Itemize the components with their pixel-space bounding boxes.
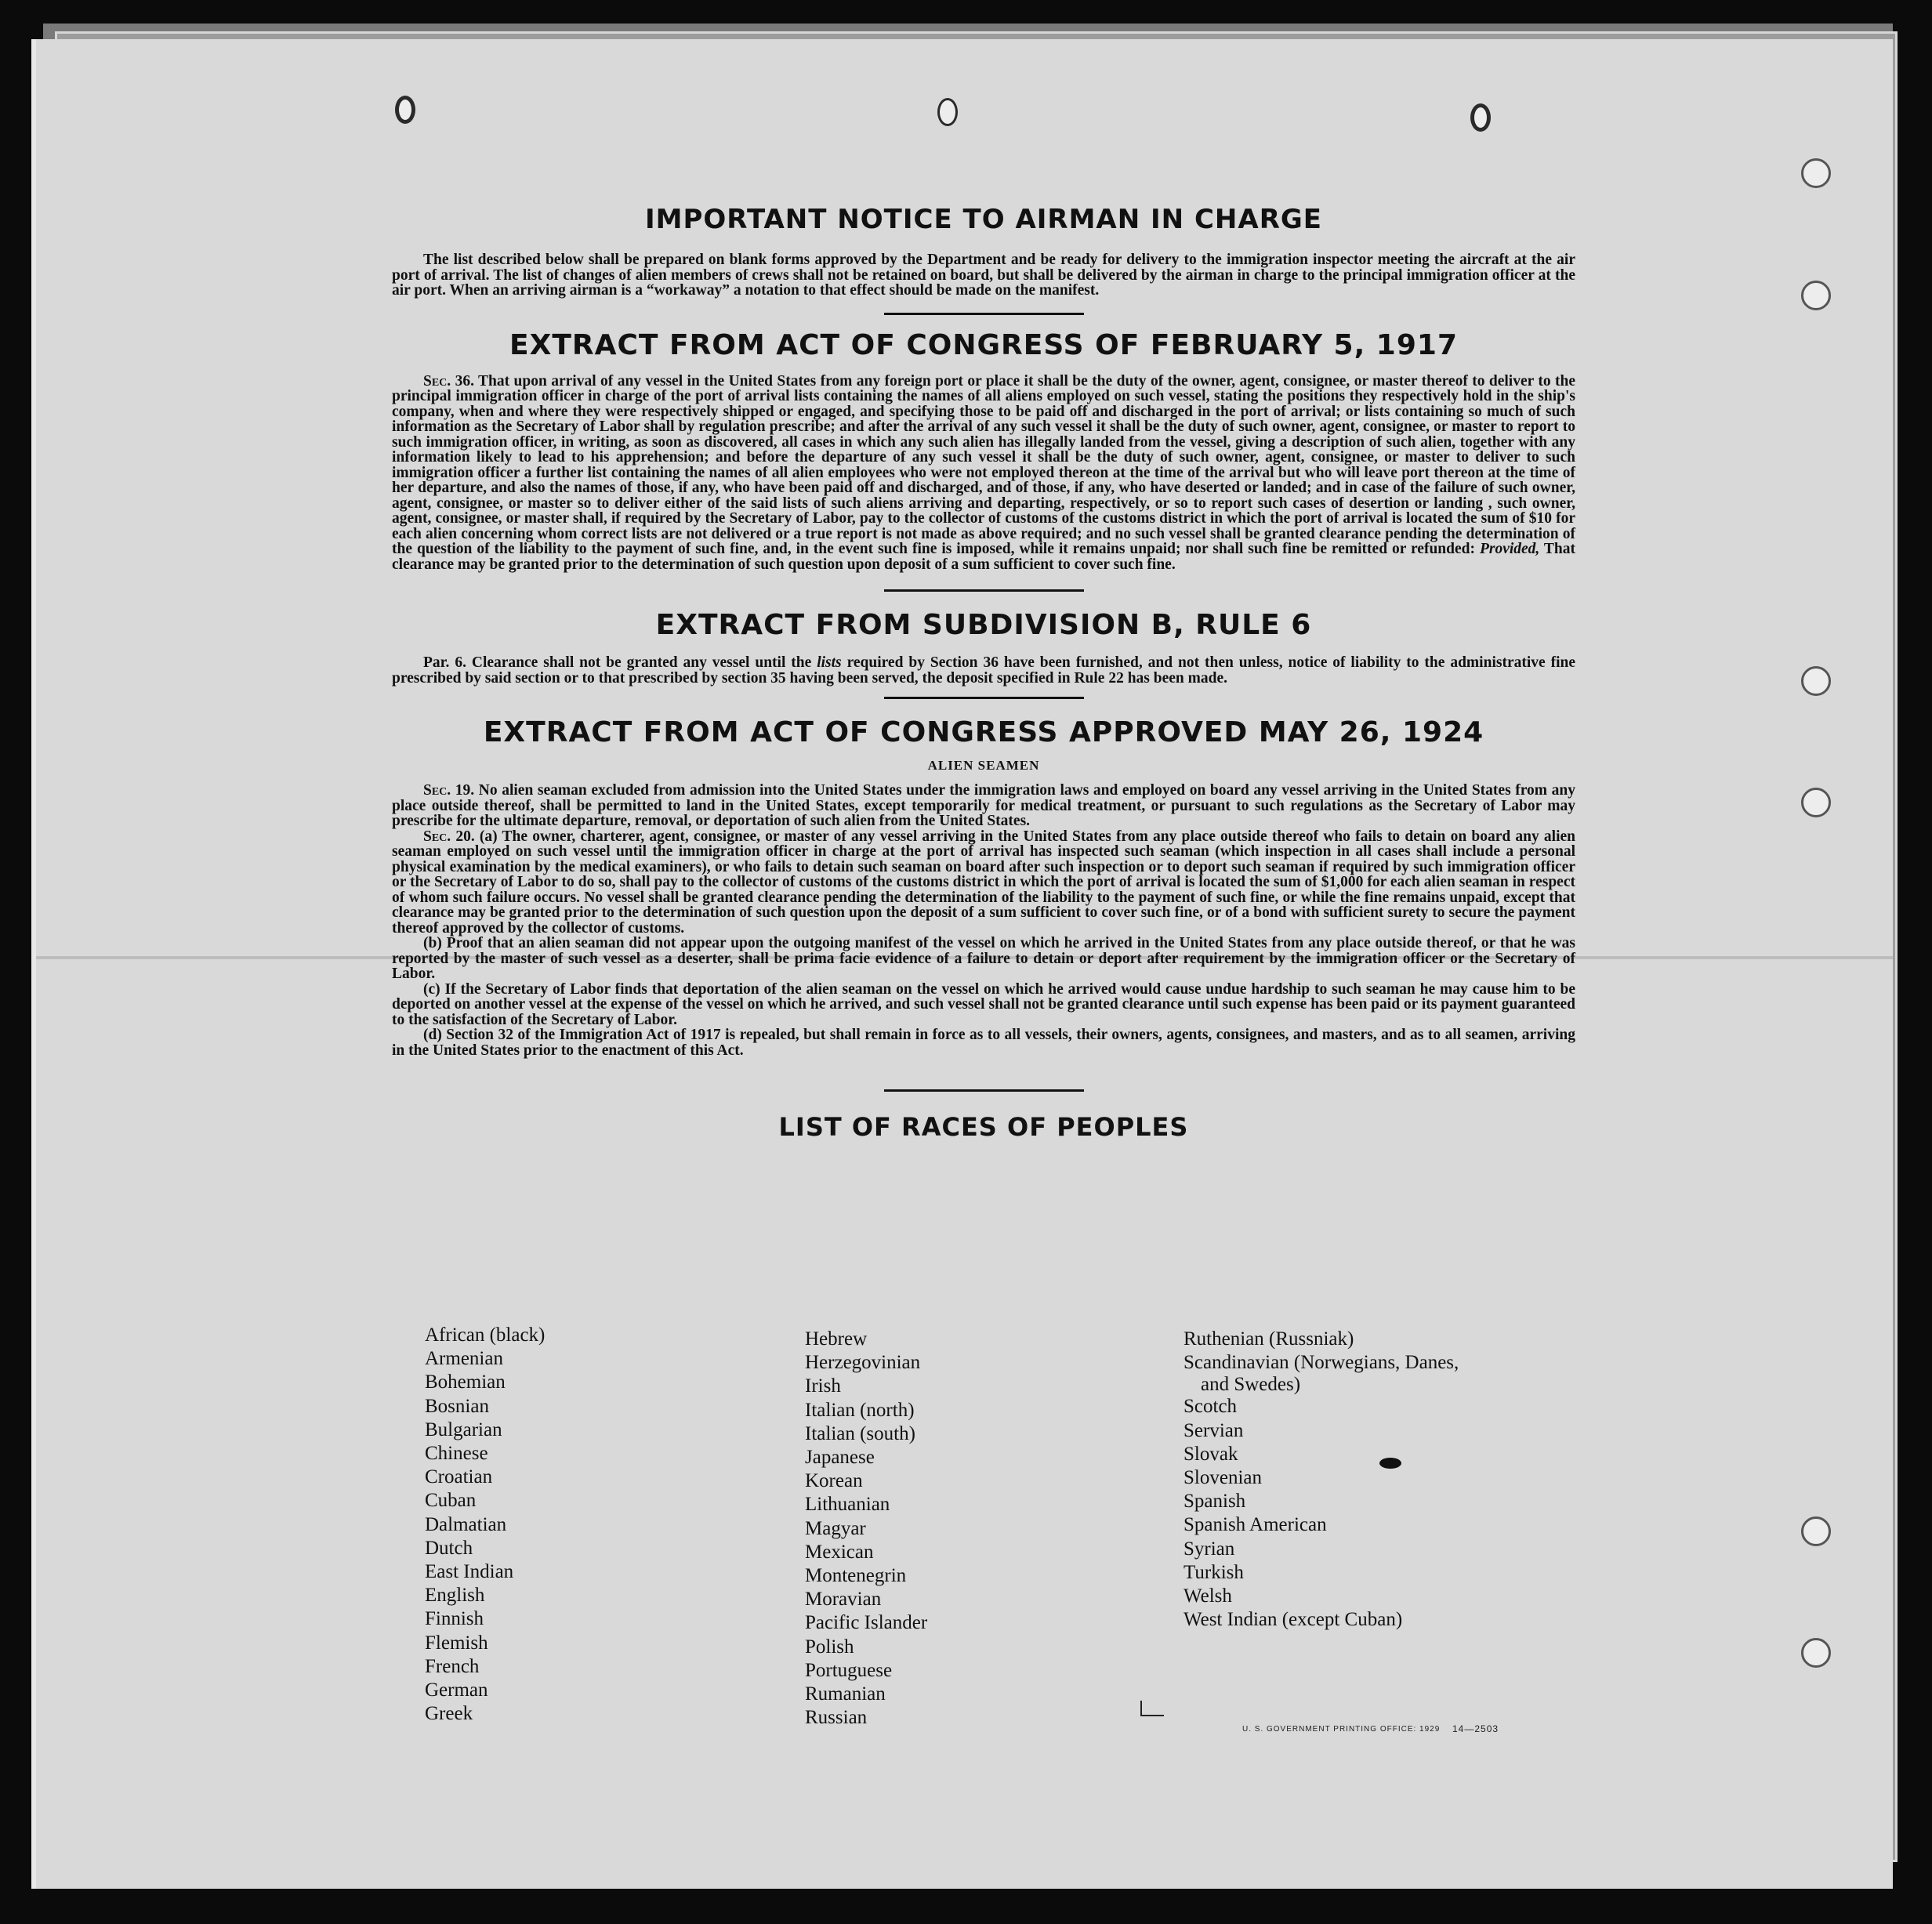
section-label: Sec. 36. [423,372,474,390]
list-item: Irish [805,1375,841,1397]
races-title: LIST OF RACES OF PEOPLES [778,1112,1189,1142]
list-item: Scotch [1183,1396,1238,1418]
list-item: Greek [425,1703,473,1725]
list-item: Slovenian [1183,1467,1262,1489]
section-text: No alien seaman excluded from admission into the United States under the immigration laws and employed on board any vessel arriving in the United States from any place outside thereof, shall be permitted to land in the United States, except temporarily for medical treatment, or pursuant to such regulations as the Secretary of Labor may prescribe for the ultimate departure, removal, or deportation of such alien from the United States. [392,782,1576,829]
list-item: Montenegrin [805,1565,907,1587]
punch-hole [1470,103,1491,132]
list-item: Russian [805,1707,868,1729]
races-column-3 [1183,1328,1459,1632]
form-number: 14—2503 [1452,1723,1499,1734]
act-1924-title: EXTRACT FROM ACT OF CONGRESS APPROVED MAY 26, 1924 [483,716,1484,748]
document-body [392,196,1575,1142]
punch-hole [1801,281,1831,310]
punch-hole [937,98,958,126]
list-item: Cuban [425,1490,477,1512]
list-item: Welsh [1183,1585,1232,1607]
rule-6-text-a: Par. 6. Clearance shall not be granted any vessel until the [423,654,812,671]
list-item: Spanish American [1183,1514,1327,1536]
rule-6-text [392,655,1575,686]
divider [884,697,1084,699]
list-item: French [425,1655,480,1677]
list-item: Rumanian [805,1683,886,1705]
list-item: Dalmatian [425,1513,507,1535]
list-item: Bohemian [425,1371,506,1393]
list-item: Italian (north) [805,1399,915,1421]
section-text-end: That clearance may be granted prior to the determination of such question upon deposit of a sum sufficient to cover such fine. [392,541,1576,573]
divider [884,589,1084,592]
lists-word: lists [817,654,842,671]
list-item: Japanese [805,1447,875,1469]
list-item: Moravian [805,1589,882,1611]
list-item: African (black) [425,1324,546,1346]
act-1924-section-20b: (b) Proof that an alien seaman did not appear upon the outgoing manifest of the vessel on which he arrived in the United States from any place outside thereof, or that he was reported by the master of such vessel as a deserter, shall be prima facie evidence of a failure to detain or deport after requirement by the immigration officer or the Secretary of Labor. [392,935,1575,982]
list-item: and Swedes) [1201,1374,1301,1396]
list-item: Spanish [1183,1491,1246,1513]
list-item: Slovak [1183,1443,1238,1465]
list-item: Bosnian [425,1395,489,1417]
list-item: Polish [805,1636,854,1658]
list-item: Lithuanian [805,1494,890,1516]
list-item: Croatian [425,1466,493,1488]
printer-imprint: U. S. GOVERNMENT PRINTING OFFICE: 1929 [1242,1725,1441,1734]
races-column-2 [805,1328,927,1730]
list-item: Korean [805,1470,863,1492]
alien-seamen-subtitle: ALIEN SEAMEN [927,758,1040,773]
notice-text: The list described below shall be prepared on blank forms approved by the Department and be ready for delivery to the immigration inspector meeting the aircraft at the air port of arrival. The list of changes of alien members of crews shall not be retained on board, but shall be delivered by the airman in charge to the principal immigration officer at the air port. When an arriving airman is a “workaway” a notation to that effect should be made on the manifest. [392,252,1575,299]
list-item: West Indian (except Cuban) [1183,1609,1403,1631]
act-1924-section-19 [392,783,1575,829]
punch-hole [1801,1638,1831,1668]
divider [884,313,1084,315]
act-1924-section-20c: (c) If the Secretary of Labor finds that deportation of the alien seaman on the vessel on which he arrived would cause undue hardship to such seaman he may cause him to be deported on another vessel at the expense of the vessel on which he arrived, and such vessel shall not be granted clearance until such expense has been paid or its payment guaranteed to the satisfaction of the Secretary of Labor. [392,980,1575,1028]
punch-hole [1801,1516,1831,1546]
punch-hole [1801,788,1831,817]
list-item: Ruthenian (Russniak) [1183,1328,1354,1350]
notice-title: IMPORTANT NOTICE TO AIRMAN IN CHARGE [644,204,1323,235]
list-item: Armenian [425,1348,503,1370]
list-item: Bulgarian [425,1419,502,1440]
act-1917-title: EXTRACT FROM ACT OF CONGRESS OF FEBRUARY 5, 1917 [509,328,1459,361]
punch-hole [1801,158,1831,188]
list-item: Pacific Islander [805,1612,928,1634]
punch-hole [1801,666,1831,696]
list-item: Chinese [425,1443,488,1465]
list-item: Syrian [1183,1538,1235,1560]
list-item: English [425,1585,485,1607]
section-text: That upon arrival of any vessel in the United States from any foreign port or place it shall be the duty of the owner, agent, consignee, or master thereof to deliver to the principal immigration officer in charge of the port of arrival lists containing the names of all aliens employed on such vessel, stating the positions they respectively hold in the ship's company, when and where they were respectively shipped or engaged, and specifying those to be paid off and discharged in the port of arrival; or lists containing so much of such information as the Secretary of Labor shall by regulation prescribe; and after the arrival of any such vessel it shall be the duty of such owner, agent, consignee, or master to report to such immigration officer, in writing, as soon as discovered, all cases in which any such alien has illegally landed from the vessel, giving a description of such alien, together with any information likely to lead to his apprehension; and before the departure of any such vessel it shall be the duty of such owner, agent, consignee, or master to deliver to such immigration officer a further list containing the names of all alien employees who were not employed thereon at the time of the arrival but who will leave port thereon at the time of her departure, and also the names of those, if any, who have been paid off and discharged, and of those, if any, who have deserted or landed; and in case of the failure of such owner, agent, consignee, or master so to deliver either of the said lists of such aliens arriving and departing, respectively, or so to report such cases of desertion or landing , such owner, agent, consignee, or master shall, if required by the Secretary of Labor, pay to the collector of customs of the customs district in which the port of arrival is located the sum of $10 for each alien concerning whom correct lists are not delivered or a true report is not made as above required; and no such vessel shall be granted clearance pending the determination of the question of the liability to the payment of such fine, and, in the event such fine is imposed, while it remains unpaid; nor shall such fine be remitted or refunded: [392,372,1575,557]
list-item: East Indian [425,1561,514,1583]
section-label: Sec. 19. [423,782,475,799]
divider [884,1089,1084,1092]
list-item: Servian [1183,1419,1244,1441]
provided-word: Provided, [1479,541,1540,557]
ink-blot [1379,1458,1401,1469]
list-item: Turkish [1183,1561,1244,1583]
list-item: German [425,1679,488,1701]
section-text: (a) The owner, charterer, agent, consignee, or master of any vessel arriving in the United States from any place outside thereof who fails to detain on board any alien seaman employed on such vessel until the immigration officer in charge at the port of arrival has inspected such seaman (which inspection in all cases shall include a personal physical examination by the medical examiners), or who fails to detain such seaman on board after such inspection or to deport such seaman if required by such immigration officer or the Secretary of Labor to do so, shall pay to the collector of customs of the customs district in which the port of arrival is located the sum of $1,000 for each alien seaman in respect of whom such failure occurs. No vessel shall be granted clearance pending the determination of the liability to the payment of such fine, or while the fine remains unpaid, except that clearance may be granted prior to the determination of such question upon the deposit of a sum sufficient to cover such fine, or of a bond with sufficient surety to secure the payment thereof approved by the collector of customs. [392,828,1575,937]
list-item: Portuguese [805,1659,893,1681]
list-item: Finnish [425,1608,484,1630]
list-item: Mexican [805,1541,874,1563]
list-item: Scandinavian (Norwegians, Danes, [1183,1352,1459,1374]
list-item: Italian (south) [805,1422,915,1444]
section-label: Sec. 20. [423,828,475,845]
list-item: Herzegovinian [805,1352,921,1374]
rule-6-title: EXTRACT FROM SUBDIVISION B, RULE 6 [655,609,1312,641]
list-item: Dutch [425,1537,473,1559]
pencil-mark [1140,1701,1164,1716]
act-1924-section-20a [392,829,1575,937]
punch-hole [395,96,415,124]
races-column-1 [425,1324,545,1726]
list-item: Flemish [425,1632,488,1654]
act-1924-section-20d: (d) Section 32 of the Immigration Act of 1917 is repealed, but shall remain in force as to all vessels, their owners, agents, consignees, and masters, and as to all seamen, arriving in the United States prior to the enactment of this Act. [392,1027,1575,1059]
list-item: Hebrew [805,1328,868,1350]
rule-6-text-b: required by Section 36 have been furnished, and not then unless, notice of liability to the administrative fine prescribed by said section or to that prescribed by section 35 having been served, the deposit specified in Rule 22 has been made. [392,654,1575,687]
act-1917-section-36 [392,374,1575,573]
list-item: Magyar [805,1517,866,1539]
